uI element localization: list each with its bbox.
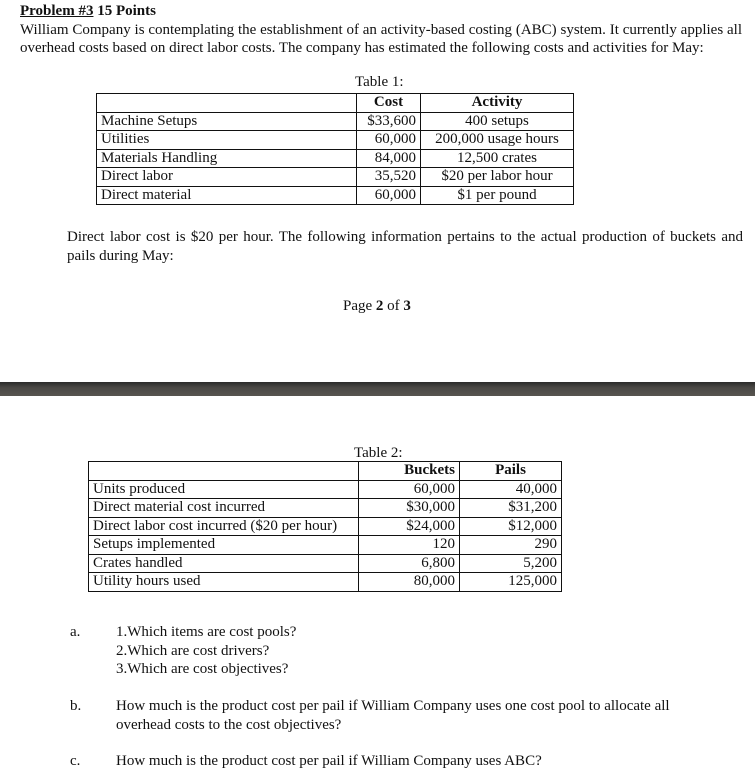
- pails-cell: 290: [460, 536, 562, 555]
- table-row: [89, 480, 562, 499]
- header-cell: Cost: [357, 94, 421, 113]
- production-paragraph: Direct labor cost is $20 per hour. The following information pertains to the actual production of buckets and pails during May:: [67, 229, 743, 264]
- problem-title: [20, 2, 742, 21]
- buckets-cell: 6,800: [359, 554, 460, 573]
- row-label: Setups implemented: [89, 536, 359, 555]
- buckets-cell: 80,000: [359, 573, 460, 592]
- row-label: Direct labor cost incurred ($20 per hour): [89, 517, 359, 536]
- buckets-cell: 60,000: [359, 480, 460, 499]
- activity-cell: $1 per pound: [421, 186, 574, 205]
- table-row: [89, 499, 562, 518]
- page-total: 3: [403, 298, 411, 314]
- row-label: Units produced: [89, 480, 359, 499]
- page-mid: of: [383, 298, 404, 314]
- header-cell: Pails: [460, 462, 562, 481]
- table-row: [89, 554, 562, 573]
- page-current: 2: [375, 298, 384, 314]
- cost-cell: 84,000: [357, 149, 421, 168]
- table-row: [89, 573, 562, 592]
- row-label: Utilities: [97, 131, 357, 150]
- pails-cell: 125,000: [460, 573, 562, 592]
- page-number: [343, 298, 411, 315]
- table-row: [89, 517, 562, 536]
- row-label: Direct labor: [97, 168, 357, 187]
- row-label: Utility hours used: [89, 573, 359, 592]
- row-label: Crates handled: [89, 554, 359, 573]
- question-b-label: b.: [70, 698, 82, 714]
- question-line: 2.Which are cost drivers?: [116, 642, 270, 659]
- table-row: [97, 149, 574, 168]
- cost-cell: 60,000: [357, 131, 421, 150]
- problem-number: Problem #3: [20, 3, 94, 19]
- activity-cell: $20 per labor hour: [421, 168, 574, 187]
- table1: [96, 93, 574, 205]
- question-a-label: a.: [70, 624, 81, 640]
- table-row: [89, 536, 562, 555]
- buckets-cell: $24,000: [359, 517, 460, 536]
- header-cell: [97, 94, 357, 113]
- table-row: [97, 131, 574, 150]
- pails-cell: $31,200: [460, 499, 562, 518]
- question-c-label: c.: [70, 753, 81, 769]
- table1-caption: Table 1:: [355, 74, 404, 90]
- table-row: [97, 168, 574, 187]
- cost-cell: $33,600: [357, 112, 421, 131]
- table2: [88, 461, 562, 592]
- pails-cell: 5,200: [460, 554, 562, 573]
- row-label: Direct material: [97, 186, 357, 205]
- question-c: How much is the product cost per pail if William Company uses ABC?: [116, 753, 542, 769]
- table-header-row: [97, 94, 574, 113]
- question-line: 1.Which items are cost pools?: [116, 624, 297, 640]
- problem-intro: [20, 2, 742, 58]
- cost-cell: 60,000: [357, 186, 421, 205]
- activity-cell: 400 setups: [421, 112, 574, 131]
- question-b: How much is the product cost per pail if William Company uses one cost pool to allocate all overhead costs to the cost objectives?: [116, 698, 670, 733]
- table-row: [97, 186, 574, 205]
- cost-cell: 35,520: [357, 168, 421, 187]
- pails-cell: 40,000: [460, 480, 562, 499]
- page-separator: [0, 382, 755, 396]
- activity-cell: 200,000 usage hours: [421, 131, 574, 150]
- header-cell: Activity: [421, 94, 574, 113]
- question-a: [116, 623, 296, 679]
- buckets-cell: 120: [359, 536, 460, 555]
- header-cell: [89, 462, 359, 481]
- activity-cell: 12,500 crates: [421, 149, 574, 168]
- table-row: [97, 112, 574, 131]
- row-label: Machine Setups: [97, 112, 357, 131]
- intro-text: William Company is contemplating the establishment of an activity-based costing (ABC) system. It currently applies all overhead costs based on direct labor costs. The company has estimated the following costs and activities for May:: [20, 21, 742, 56]
- header-cell: Buckets: [359, 462, 460, 481]
- problem-points: 15 Points: [97, 3, 156, 19]
- question-line: 3.Which are cost objectives?: [116, 661, 289, 677]
- page-prefix: Page: [343, 298, 376, 314]
- row-label: Materials Handling: [97, 149, 357, 168]
- row-label: Direct material cost incurred: [89, 499, 359, 518]
- buckets-cell: $30,000: [359, 499, 460, 518]
- pails-cell: $12,000: [460, 517, 562, 536]
- table-header-row: [89, 462, 562, 481]
- table2-caption: Table 2:: [354, 445, 403, 461]
